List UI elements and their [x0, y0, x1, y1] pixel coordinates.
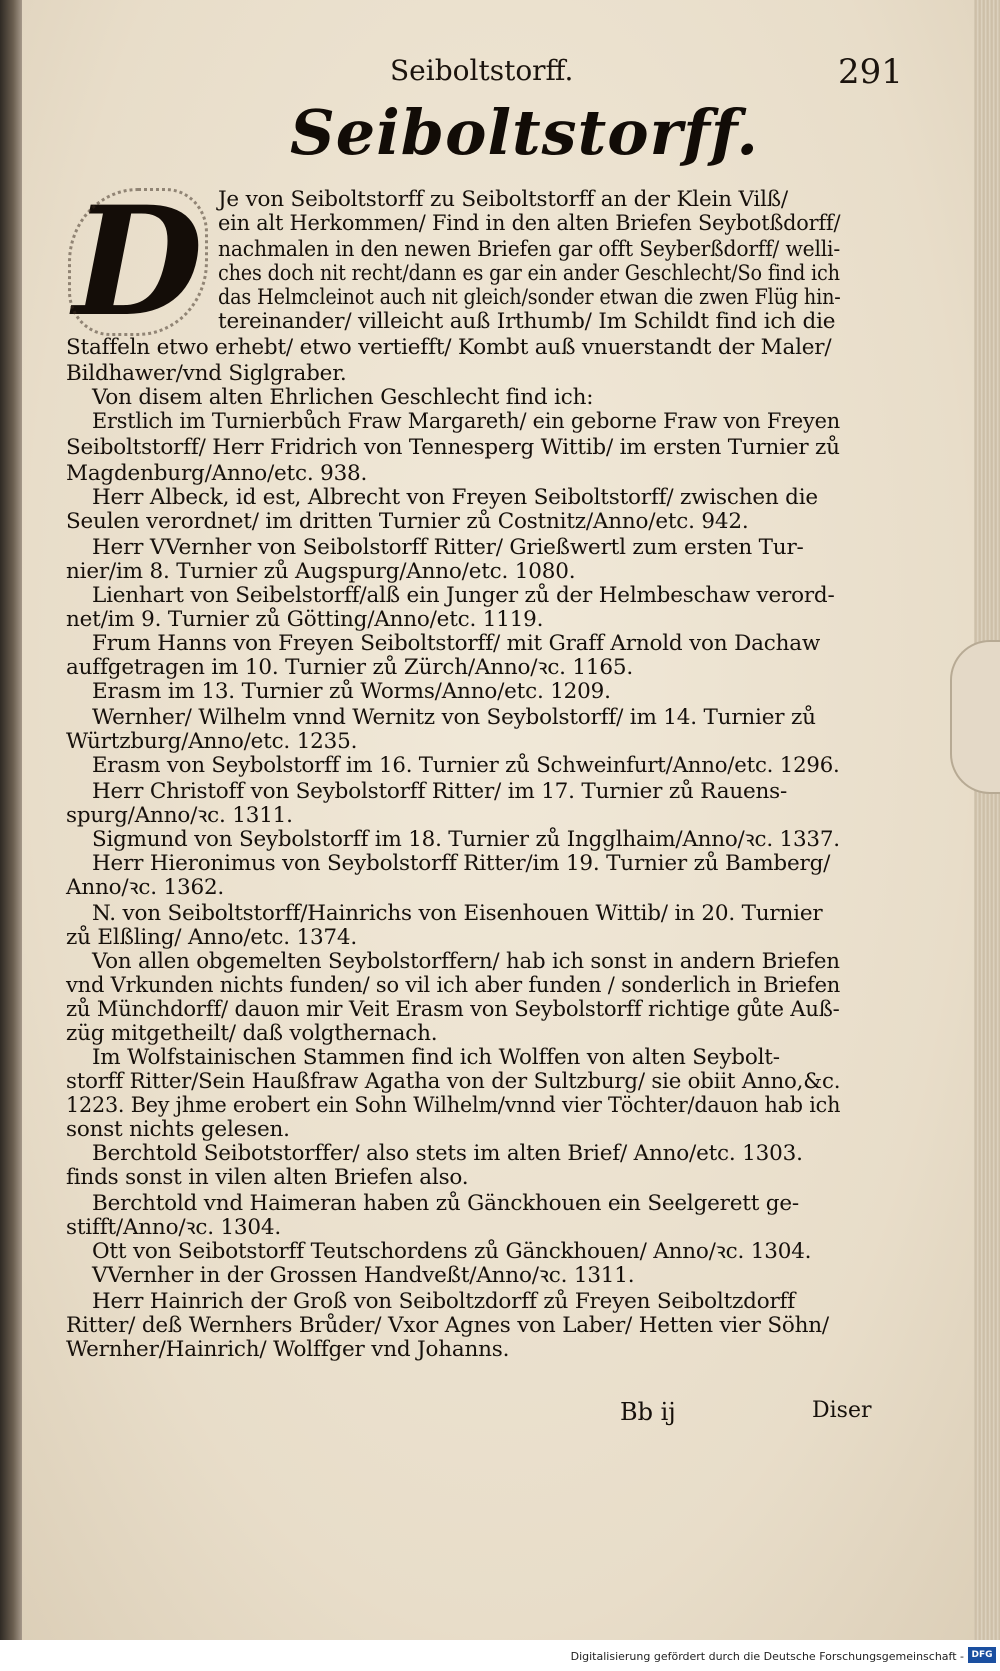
text-line: vnd Vrkunden nichts funden/ so vil ich aber funden / sonderlich in Briefen	[66, 973, 841, 998]
text-line: Erstlich im Turnierbůch Fraw Margareth/ ein geborne Fraw von Freyen	[92, 409, 840, 434]
text-line: Berchtold vnd Haimeran haben zů Gänckhouen ein Seelgerett ge-	[92, 1191, 799, 1216]
text-line: zů Münchdorff/ dauon mir Veit Erasm von Seybolstorff richtige gůte Auß-	[66, 997, 840, 1022]
page-title: Seiboltstorff.	[290, 96, 759, 169]
footer-credit: Digitalisierung gefördert durch die Deutsche Forschungsgemeinschaft -	[570, 1650, 964, 1663]
text-line: ches doch nit recht/dann es gar ein ander Geschlecht/So find ich	[218, 261, 840, 286]
text-line: Berchtold Seibotstorffer/ also stets im alten Brief/ Anno/etc. 1303.	[92, 1141, 803, 1166]
text-line: zů Elßling/ Anno/etc. 1374.	[66, 925, 358, 950]
text-line: Seulen verordnet/ im dritten Turnier zů Costnitz/Anno/etc. 942.	[66, 509, 749, 534]
text-line: Im Wolfstainischen Stammen find ich Wolffen von alten Seybolt-	[92, 1045, 780, 1070]
page-number: 291	[838, 52, 903, 92]
dfg-logo: DFG	[968, 1647, 996, 1663]
text-line: Erasm von Seybolstorff im 16. Turnier zů Schweinfurt/Anno/etc. 1296.	[92, 753, 840, 778]
book-spine	[0, 0, 22, 1671]
text-line: Lienhart von Seibelstorff/alß ein Junger zů der Helmbeschaw verord-	[92, 583, 835, 608]
text-line: Magdenburg/Anno/etc. 938.	[66, 461, 368, 486]
text-line: storff Ritter/Sein Haußfraw Agatha von der Sultzburg/ sie obiit Anno,&c.	[66, 1069, 841, 1094]
text-line: spurg/Anno/ꝛc. 1311.	[66, 803, 293, 828]
decorated-initial: D	[62, 182, 214, 342]
text-line: 1223. Bey jhme erobert ein Sohn Wilhelm/vnnd vier Töchter/dauon hab ich	[66, 1093, 841, 1118]
page-tab-clip	[950, 640, 1000, 794]
text-line: Herr Albeck, id est, Albrecht von Freyen Seiboltstorff/ zwischen die	[92, 485, 818, 510]
text-line: Herr VVernher von Seibolstorff Ritter/ Grießwertl zum ersten Tur-	[92, 535, 804, 560]
catchword: Diser	[812, 1398, 872, 1423]
signature-mark: Bb ij	[620, 1398, 676, 1426]
text-line: finds sonst in vilen alten Briefen also.	[66, 1165, 469, 1190]
text-line: Von disem alten Ehrlichen Geschlecht find ich:	[92, 385, 594, 410]
running-title: Seiboltstorff.	[390, 54, 574, 87]
text-line: Herr Hieronimus von Seybolstorff Ritter/im 19. Turnier zů Bamberg/	[92, 851, 831, 876]
text-line: ein alt Herkommen/ Find in den alten Briefen Seybotßdorff/	[218, 211, 841, 236]
text-line: Anno/ꝛc. 1362.	[66, 875, 225, 900]
footer-bar	[0, 1640, 1000, 1671]
text-line: VVernher in der Grossen Handveßt/Anno/ꝛc. 1311.	[92, 1263, 635, 1288]
text-line: Sigmund von Seybolstorff im 18. Turnier zů Ingglhaim/Anno/ꝛc. 1337.	[92, 827, 840, 852]
text-line: Herr Christoff von Seybolstorff Ritter/ im 17. Turnier zů Rauens-	[92, 779, 788, 804]
text-line: Ritter/ deß Wernhers Brůder/ Vxor Agnes von Laber/ Hetten vier Söhn/	[66, 1313, 829, 1338]
text-line: Erasm im 13. Turnier zů Worms/Anno/etc. 1209.	[92, 679, 611, 704]
text-line: auffgetragen im 10. Turnier zů Zürch/Anno/ꝛc. 1165.	[66, 655, 633, 680]
text-line: Wernher/ Wilhelm vnnd Wernitz von Seybolstorff/ im 14. Turnier zů	[92, 705, 816, 730]
text-line: Von allen obgemelten Seybolstorffern/ hab ich sonst in andern Briefen	[92, 949, 840, 974]
text-line: Staffeln etwo erhebt/ etwo vertiefft/ Kombt auß vnuerstandt der Maler/	[66, 335, 832, 360]
text-line: nachmalen in den newen Briefen gar offt Seyberßdorff/ welli-	[218, 237, 841, 262]
text-line: das Helmcleinot auch nit gleich/sonder etwan die zwen Flüg hin-	[218, 285, 841, 310]
text-line: Je von Seiboltstorff zu Seiboltstorff an der Klein Vilß/	[218, 187, 788, 212]
text-line: stifft/Anno/ꝛc. 1304.	[66, 1215, 282, 1240]
text-line: tereinander/ villeicht auß Irthumb/ Im Schildt find ich die	[218, 309, 836, 334]
text-line: sonst nichts gelesen.	[66, 1117, 290, 1142]
page-edges	[974, 0, 1000, 1640]
text-line: Wernher/Hainrich/ Wolffger vnd Johanns.	[66, 1337, 510, 1362]
text-line: net/im 9. Turnier zů Götting/Anno/etc. 1119.	[66, 607, 544, 632]
text-line: Seiboltstorff/ Herr Fridrich von Tennesperg Wittib/ im ersten Turnier zů	[66, 435, 840, 460]
text-line: nier/im 8. Turnier zů Augspurg/Anno/etc. 1080.	[66, 559, 576, 584]
text-line: Bildhawer/vnd Siglgraber.	[66, 361, 347, 386]
text-line: Frum Hanns von Freyen Seiboltstorff/ mit Graff Arnold von Dachaw	[92, 631, 821, 656]
text-line: N. von Seiboltstorff/Hainrichs von Eisenhouen Wittib/ in 20. Turnier	[92, 901, 823, 926]
text-line: Herr Hainrich der Groß von Seiboltzdorff zů Freyen Seiboltzdorff	[92, 1289, 796, 1314]
text-line: Würtzburg/Anno/etc. 1235.	[66, 729, 358, 754]
text-line: züg mitgetheilt/ daß volgthernach.	[66, 1021, 438, 1046]
text-line: Ott von Seibotstorff Teutschordens zů Gänckhouen/ Anno/ꝛc. 1304.	[92, 1239, 812, 1264]
